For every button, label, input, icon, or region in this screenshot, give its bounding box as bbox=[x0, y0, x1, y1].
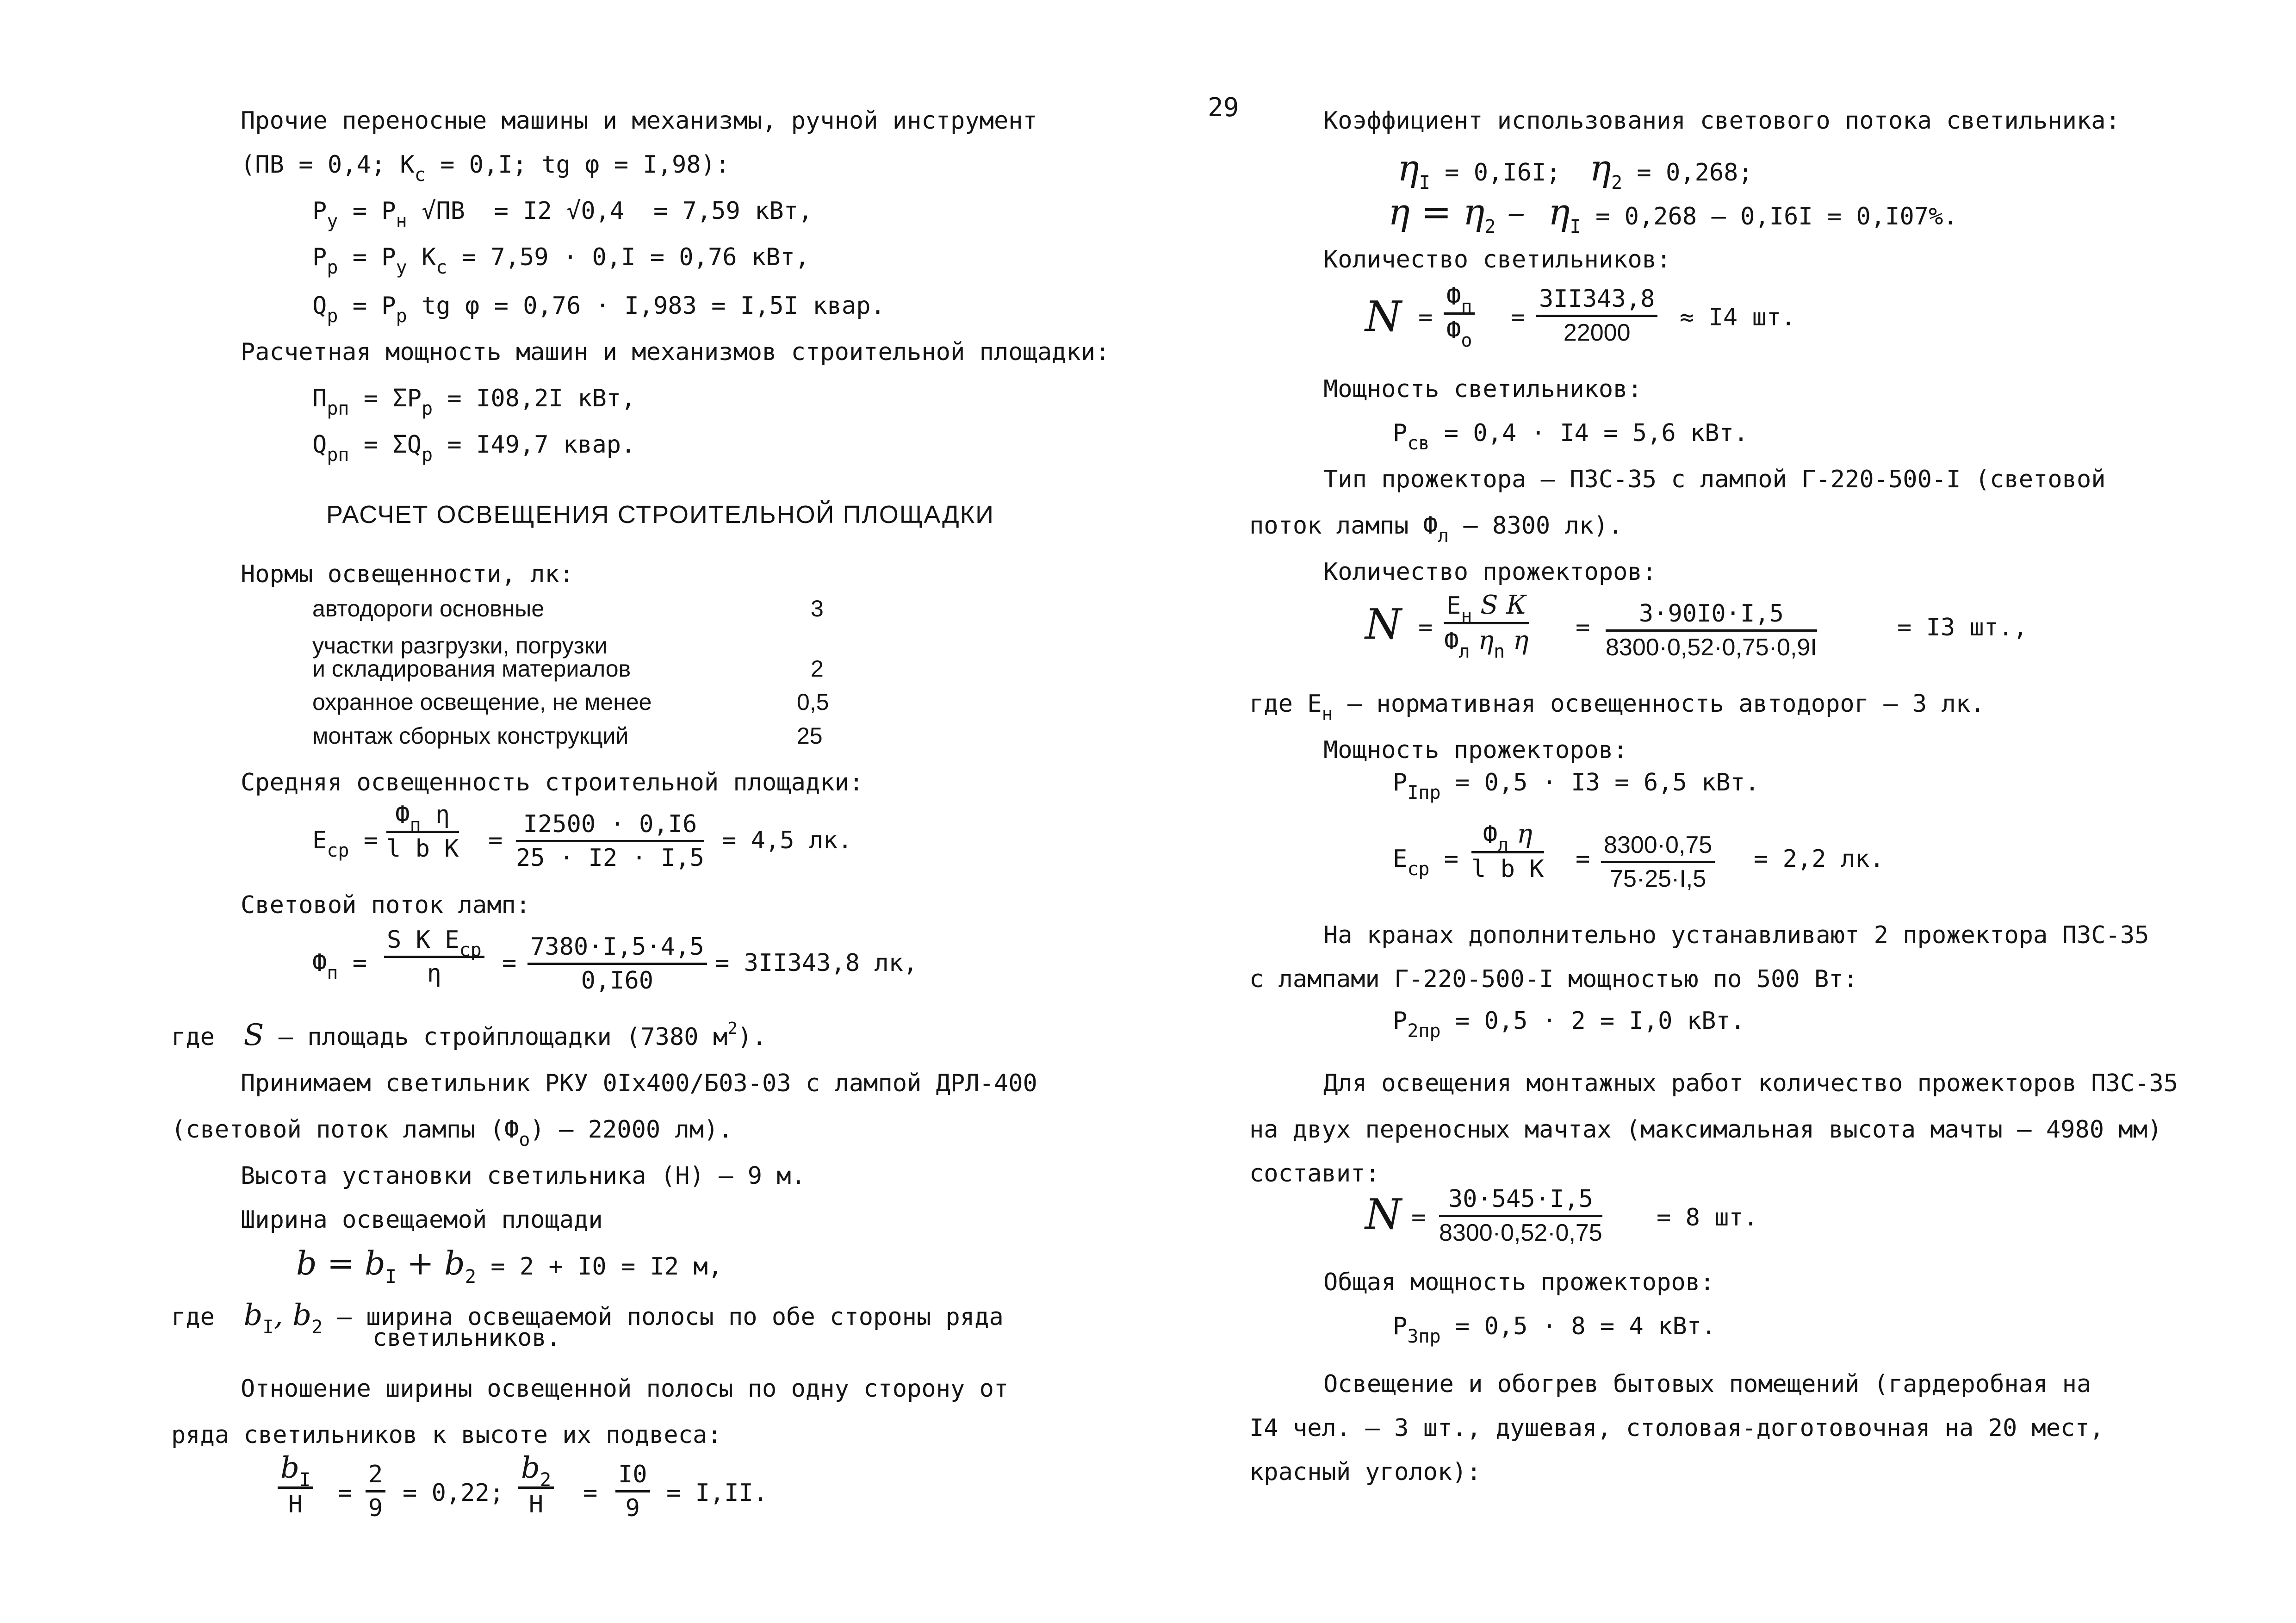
ratio2-fraction-a bbox=[518, 1453, 554, 1517]
equals: = bbox=[1576, 614, 1590, 641]
cranes-line-1: На кранах дополнительно устанавливают 2 прожектора ПЗС-35 bbox=[1323, 921, 2149, 949]
subscript: п bbox=[327, 963, 338, 984]
denominator: η bbox=[427, 960, 442, 988]
formula-py bbox=[312, 197, 813, 232]
heat-line-1: Освещение и обогрев бытовых помещений (гардеробная на bbox=[1323, 1370, 2091, 1398]
text: – 8300 лк). bbox=[1449, 512, 1623, 540]
text: ) – 22000 лм). bbox=[530, 1116, 733, 1144]
ratio2-fraction-b bbox=[615, 1462, 650, 1520]
subscript: 2 bbox=[311, 1317, 323, 1338]
text: + b bbox=[396, 1244, 465, 1282]
subscript: р bbox=[422, 398, 433, 419]
subscript: н bbox=[1461, 605, 1472, 627]
numerator bbox=[518, 1453, 554, 1489]
norm-label: монтаж сборных конструкций bbox=[312, 723, 629, 749]
n2-result: = I3 шт., bbox=[1897, 614, 2028, 641]
norms-title: Нормы освещенности, лк: bbox=[241, 560, 574, 588]
numerator bbox=[1471, 819, 1544, 856]
text: К bbox=[407, 243, 436, 271]
norm-value: 3 bbox=[811, 596, 824, 622]
e2-fraction-2 bbox=[1601, 833, 1715, 891]
text: b = b bbox=[296, 1244, 385, 1282]
formula-p3 bbox=[1393, 1312, 1716, 1347]
accept-line-1: Принимаем светильник РКУ 0Iх400/Б03-03 с лампой ДРЛ-400 bbox=[241, 1070, 1037, 1097]
norm-value: 0,5 bbox=[797, 689, 829, 715]
text: = 0,I; tg φ = I,98): bbox=[425, 151, 730, 179]
n3-fraction bbox=[1439, 1187, 1602, 1245]
text: – площадь стройплощадки (7380 м bbox=[264, 1023, 728, 1051]
cranes-line-2: с лампами Г-220-500-I мощностью по 500 Вт: bbox=[1249, 965, 1858, 993]
ratio1-fraction-a bbox=[278, 1453, 313, 1517]
text: = I08,2I кВт, bbox=[433, 385, 636, 412]
equals: = bbox=[1418, 614, 1433, 641]
ratio1-result: = 0,22; bbox=[403, 1479, 504, 1507]
fp-fraction-2 bbox=[527, 935, 707, 993]
subscript: у bbox=[327, 211, 338, 232]
text: S К bbox=[1472, 590, 1527, 620]
text: = 0,5 · 8 = 4 кВт. bbox=[1440, 1312, 1716, 1340]
n-symbol: N bbox=[1365, 292, 1402, 341]
ratio2-result: = I,II. bbox=[666, 1479, 768, 1507]
subscript: р bbox=[396, 305, 407, 327]
text: = 2 + I0 = I2 м, bbox=[476, 1253, 723, 1281]
subscript: у bbox=[396, 257, 407, 278]
count-title: Количество светильников: bbox=[1323, 246, 1671, 274]
spacer bbox=[215, 1303, 244, 1331]
equals: = bbox=[1411, 1204, 1426, 1231]
norm-value: 25 bbox=[797, 723, 823, 749]
superscript: 2 bbox=[727, 1019, 738, 1038]
n2-fraction-1 bbox=[1444, 590, 1529, 662]
subscript: о bbox=[519, 1129, 530, 1150]
text: Ф bbox=[1446, 317, 1461, 344]
left-line-1: Прочие переносные машины и механизмы, ручной инструмент bbox=[241, 107, 1037, 135]
where-en bbox=[1249, 690, 1985, 725]
denominator: l b К bbox=[386, 835, 459, 863]
equals: = bbox=[338, 1479, 353, 1507]
equals: = bbox=[338, 949, 367, 977]
denominator: 8300·0,52·0,75 bbox=[1439, 1219, 1602, 1246]
where-s bbox=[171, 1020, 767, 1050]
text: Q bbox=[312, 431, 327, 459]
equals: = bbox=[488, 827, 503, 854]
denominator: 9 bbox=[625, 1494, 640, 1522]
subscript: ср bbox=[327, 840, 349, 861]
text: = ΣР bbox=[349, 385, 422, 412]
text: Ф bbox=[395, 801, 410, 829]
subscript: ср bbox=[1407, 858, 1430, 880]
text: ). bbox=[737, 1023, 767, 1051]
equals: = bbox=[1418, 304, 1433, 331]
coef-title: Коэффициент использования светового потока светильника: bbox=[1323, 107, 2120, 135]
subscript: 2 bbox=[1484, 216, 1496, 237]
subscript: 3пр bbox=[1407, 1326, 1441, 1347]
numerator bbox=[384, 926, 484, 961]
equals: = bbox=[1511, 304, 1526, 331]
where-b-cont: светильников. bbox=[372, 1324, 561, 1352]
subscript: л bbox=[1458, 641, 1470, 662]
proj-count-title: Количество прожекторов: bbox=[1323, 558, 1657, 586]
ecp-result: = 4,5 лк. bbox=[722, 827, 852, 854]
subscript: н bbox=[396, 211, 407, 232]
text: где Е bbox=[1249, 690, 1322, 718]
total-title: Общая мощность прожекторов: bbox=[1323, 1269, 1715, 1296]
text: = 0,5 · 2 = I,0 кВт. bbox=[1440, 1007, 1745, 1035]
e2-fraction-1 bbox=[1471, 821, 1544, 881]
numerator: 7380·I,5·4,5 bbox=[527, 935, 707, 965]
numerator bbox=[386, 801, 459, 836]
n-fraction-2 bbox=[1536, 287, 1657, 345]
text: – нормативная освещенность автодорог – 3 лк. bbox=[1333, 690, 1985, 718]
text: Р bbox=[1393, 419, 1408, 447]
subscript: рп bbox=[327, 444, 349, 466]
subscript: 2 bbox=[465, 1266, 476, 1287]
equals: = bbox=[502, 949, 517, 977]
denominator bbox=[1444, 315, 1475, 351]
denominator: Н bbox=[288, 1491, 303, 1518]
text: – ширина освещаемой полосы по обе стороны ряда bbox=[323, 1303, 1004, 1331]
text: Е bbox=[312, 827, 327, 854]
ratio1-fraction-b bbox=[366, 1462, 385, 1520]
subscript: л bbox=[1438, 525, 1449, 547]
numerator: 2 bbox=[366, 1462, 385, 1492]
subscript: Iпр bbox=[1407, 782, 1441, 803]
text: = 7,59 · 0,I = 0,76 кВт, bbox=[447, 243, 810, 271]
fp-result: = 3II343,8 лк, bbox=[715, 949, 918, 977]
numerator: I2500 · 0,I6 bbox=[516, 812, 704, 842]
heat-line-2: I4 чел. – 3 шт., душевая, столовая-доготовочная на 20 мест, bbox=[1249, 1414, 2104, 1442]
denominator: 9 bbox=[368, 1494, 383, 1522]
symbol: η bbox=[1397, 148, 1419, 189]
text: Р bbox=[312, 243, 327, 271]
text: П bbox=[312, 385, 327, 412]
text: Е bbox=[1393, 845, 1408, 873]
page-number: 29 bbox=[1208, 93, 1239, 123]
numerator: 3·90I0·I,5 bbox=[1606, 602, 1817, 632]
n2-symbol: N bbox=[1365, 600, 1402, 649]
formula-p2 bbox=[1393, 1007, 1745, 1042]
text: Ф bbox=[312, 949, 327, 977]
width-title: Ширина освещаемой площади bbox=[241, 1206, 603, 1234]
e2-lhs bbox=[1393, 845, 1459, 880]
text: S К Е bbox=[387, 926, 459, 954]
ecp-fraction-2 bbox=[516, 812, 704, 870]
text: η bbox=[1470, 626, 1494, 656]
symbol: b bbox=[280, 1451, 299, 1485]
text: поток лампы Ф bbox=[1249, 512, 1438, 540]
text: Ф bbox=[1444, 628, 1459, 655]
text: (ПВ = 0,4; К bbox=[241, 151, 415, 179]
numerator bbox=[278, 1453, 313, 1489]
formula-pp bbox=[312, 243, 810, 278]
text: = 0,268 – 0,I6I = 0,I07%. bbox=[1581, 203, 1958, 230]
text: = Р bbox=[338, 292, 396, 320]
ecp-fraction-1 bbox=[386, 803, 459, 861]
denominator: Н bbox=[528, 1491, 544, 1518]
subscript: п bbox=[1461, 296, 1472, 317]
ecp-lhs bbox=[312, 827, 379, 861]
symbol: S bbox=[243, 1018, 264, 1052]
mount-line-2: на двух переносных мачтах (максимальная высота мачты – 4980 мм) bbox=[1249, 1116, 2162, 1144]
text: tg φ = 0,76 · I,983 = I,5I квар. bbox=[407, 292, 885, 320]
mount-line-3: составит: bbox=[1249, 1160, 1380, 1188]
subscript: р bbox=[327, 305, 338, 327]
symbol: η bbox=[1589, 148, 1611, 189]
heat-line-3: красный уголок): bbox=[1249, 1458, 1481, 1486]
text: где bbox=[171, 1303, 215, 1331]
n-result: ≈ I4 шт. bbox=[1680, 304, 1796, 331]
text: где bbox=[171, 1023, 215, 1051]
n3-symbol: N bbox=[1365, 1190, 1402, 1239]
proj-power-title: Мощность прожекторов: bbox=[1323, 736, 1628, 764]
denominator: 8300·0,52·0,75·0,9I bbox=[1606, 634, 1817, 661]
symbol: , b bbox=[273, 1298, 312, 1332]
text: = 0,268; bbox=[1622, 159, 1753, 187]
norm-label: охранное освещение, не менее bbox=[312, 689, 652, 715]
subscript: с bbox=[436, 257, 447, 278]
numerator: 30·545·I,5 bbox=[1439, 1187, 1602, 1217]
flux-title: Световой поток ламп: bbox=[241, 891, 531, 919]
formula-prp bbox=[312, 385, 636, 419]
avg-title: Средняя освещенность строительной площадки: bbox=[241, 769, 864, 796]
subscript: л bbox=[1497, 834, 1509, 856]
denominator: 75·25·I,5 bbox=[1610, 865, 1706, 892]
numerator bbox=[1444, 285, 1475, 315]
equals: = bbox=[583, 1479, 598, 1507]
norm-label: участки разгрузки, погрузки bbox=[312, 633, 608, 659]
formula-p1 bbox=[1393, 769, 1760, 803]
left-line-2 bbox=[241, 151, 730, 186]
subscript: I bbox=[1419, 172, 1430, 193]
text: η bbox=[1505, 626, 1529, 656]
subscript: ср bbox=[459, 939, 482, 961]
subscript: I bbox=[385, 1266, 397, 1287]
text: = Р bbox=[338, 243, 396, 271]
n-fraction-1 bbox=[1444, 283, 1475, 351]
power-title: Мощность светильников: bbox=[1323, 375, 1642, 403]
formula-qp bbox=[312, 292, 885, 327]
text: η bbox=[421, 801, 450, 829]
spacer bbox=[215, 1023, 244, 1051]
formula-eta bbox=[1397, 148, 1753, 193]
numerator: 8300·0,75 bbox=[1601, 833, 1715, 863]
section-heading: РАСЧЕТ ОСВЕЩЕНИЯ СТРОИТЕЛЬНОЙ ПЛОЩАДКИ bbox=[326, 501, 994, 529]
text: √ПВ = I2 √0,4 = 7,59 кВт, bbox=[407, 197, 813, 225]
subscript: о bbox=[1461, 330, 1472, 351]
left-calc-power: Расчетная мощность машин и механизмов строительной площадки: bbox=[241, 338, 1110, 366]
denominator: 0,I60 bbox=[581, 967, 654, 995]
accept-line-2 bbox=[171, 1116, 733, 1150]
text: Q bbox=[312, 292, 327, 320]
proj-type-2 bbox=[1249, 512, 1623, 547]
formula-qrp bbox=[312, 431, 636, 466]
numerator: I0 bbox=[615, 1462, 650, 1492]
text: = 0,5 · I3 = 6,5 кВт. bbox=[1440, 769, 1760, 796]
n2-fraction-2 bbox=[1606, 602, 1817, 659]
subscript: 2 bbox=[1611, 172, 1623, 193]
formula-pcb bbox=[1393, 419, 1749, 454]
numerator: 3II343,8 bbox=[1536, 287, 1657, 317]
ratio-line-1: Отношение ширины освещенной полосы по одну сторону от bbox=[241, 1375, 1009, 1403]
subscript: р bbox=[327, 257, 338, 278]
symbol: – η bbox=[1496, 192, 1570, 233]
text: η bbox=[1508, 819, 1533, 849]
subscript: 2 bbox=[540, 1469, 552, 1491]
proj-type-1: Тип прожектора – ПЗС-35 с лампой Г-220-500-I (световой bbox=[1323, 466, 2106, 493]
denominator bbox=[1444, 624, 1529, 662]
text: = 0,I6I; bbox=[1430, 159, 1590, 187]
subscript: 2пр bbox=[1407, 1020, 1441, 1042]
ratio-line-2: ряда светильников к высоте их подвеса: bbox=[171, 1421, 722, 1449]
subscript: I bbox=[299, 1469, 311, 1491]
mount-line-1: Для освещения монтажных работ количество прожекторов ПЗС-35 bbox=[1323, 1070, 2178, 1097]
norm-label: автодороги основные bbox=[312, 596, 545, 622]
denominator: 22000 bbox=[1563, 319, 1631, 346]
height-line: Высота установки светильника (Н) – 9 м. bbox=[241, 1162, 806, 1190]
symbol: η = η bbox=[1388, 192, 1485, 233]
n3-result: = 8 шт. bbox=[1657, 1204, 1758, 1231]
text: Ф bbox=[1446, 283, 1461, 311]
text: = Р bbox=[338, 197, 396, 225]
denominator: 25 · I2 · I,5 bbox=[516, 844, 704, 872]
subscript: I bbox=[262, 1317, 274, 1338]
text: Р bbox=[1393, 769, 1408, 796]
equals: = bbox=[1429, 845, 1459, 873]
denominator: l b К bbox=[1471, 855, 1544, 883]
subscript: н bbox=[1322, 703, 1333, 725]
text: = ΣQ bbox=[349, 431, 422, 459]
text: Ф bbox=[1483, 821, 1498, 849]
subscript: n bbox=[1494, 641, 1505, 662]
formula-width bbox=[296, 1244, 723, 1287]
subscript: рп bbox=[327, 398, 349, 419]
text: Р bbox=[1393, 1007, 1408, 1035]
subscript: св bbox=[1407, 433, 1430, 454]
subscript: с bbox=[414, 164, 426, 186]
subscript: р bbox=[422, 444, 433, 466]
subscript: п bbox=[410, 815, 421, 836]
text: Р bbox=[312, 197, 327, 225]
norm-label: и складирования материалов bbox=[312, 656, 631, 682]
numerator bbox=[1444, 590, 1529, 627]
fp-lhs bbox=[312, 949, 367, 984]
e2-result: = 2,2 лк. bbox=[1754, 845, 1884, 873]
text: = I49,7 квар. bbox=[433, 431, 636, 459]
equals: = bbox=[349, 827, 379, 854]
formula-eta-diff bbox=[1388, 192, 1958, 237]
equals: = bbox=[1576, 845, 1590, 873]
symbol: b bbox=[243, 1298, 263, 1332]
norm-value: 2 bbox=[811, 656, 824, 682]
symbol: b bbox=[521, 1451, 540, 1485]
text: = 0,4 · I4 = 5,6 кВт. bbox=[1429, 419, 1749, 447]
text: Р bbox=[1393, 1312, 1408, 1340]
text: Е bbox=[1446, 592, 1461, 620]
subscript: I bbox=[1570, 216, 1581, 237]
fp-fraction-1 bbox=[384, 928, 484, 986]
text: (световой поток лампы (Ф bbox=[171, 1116, 519, 1144]
